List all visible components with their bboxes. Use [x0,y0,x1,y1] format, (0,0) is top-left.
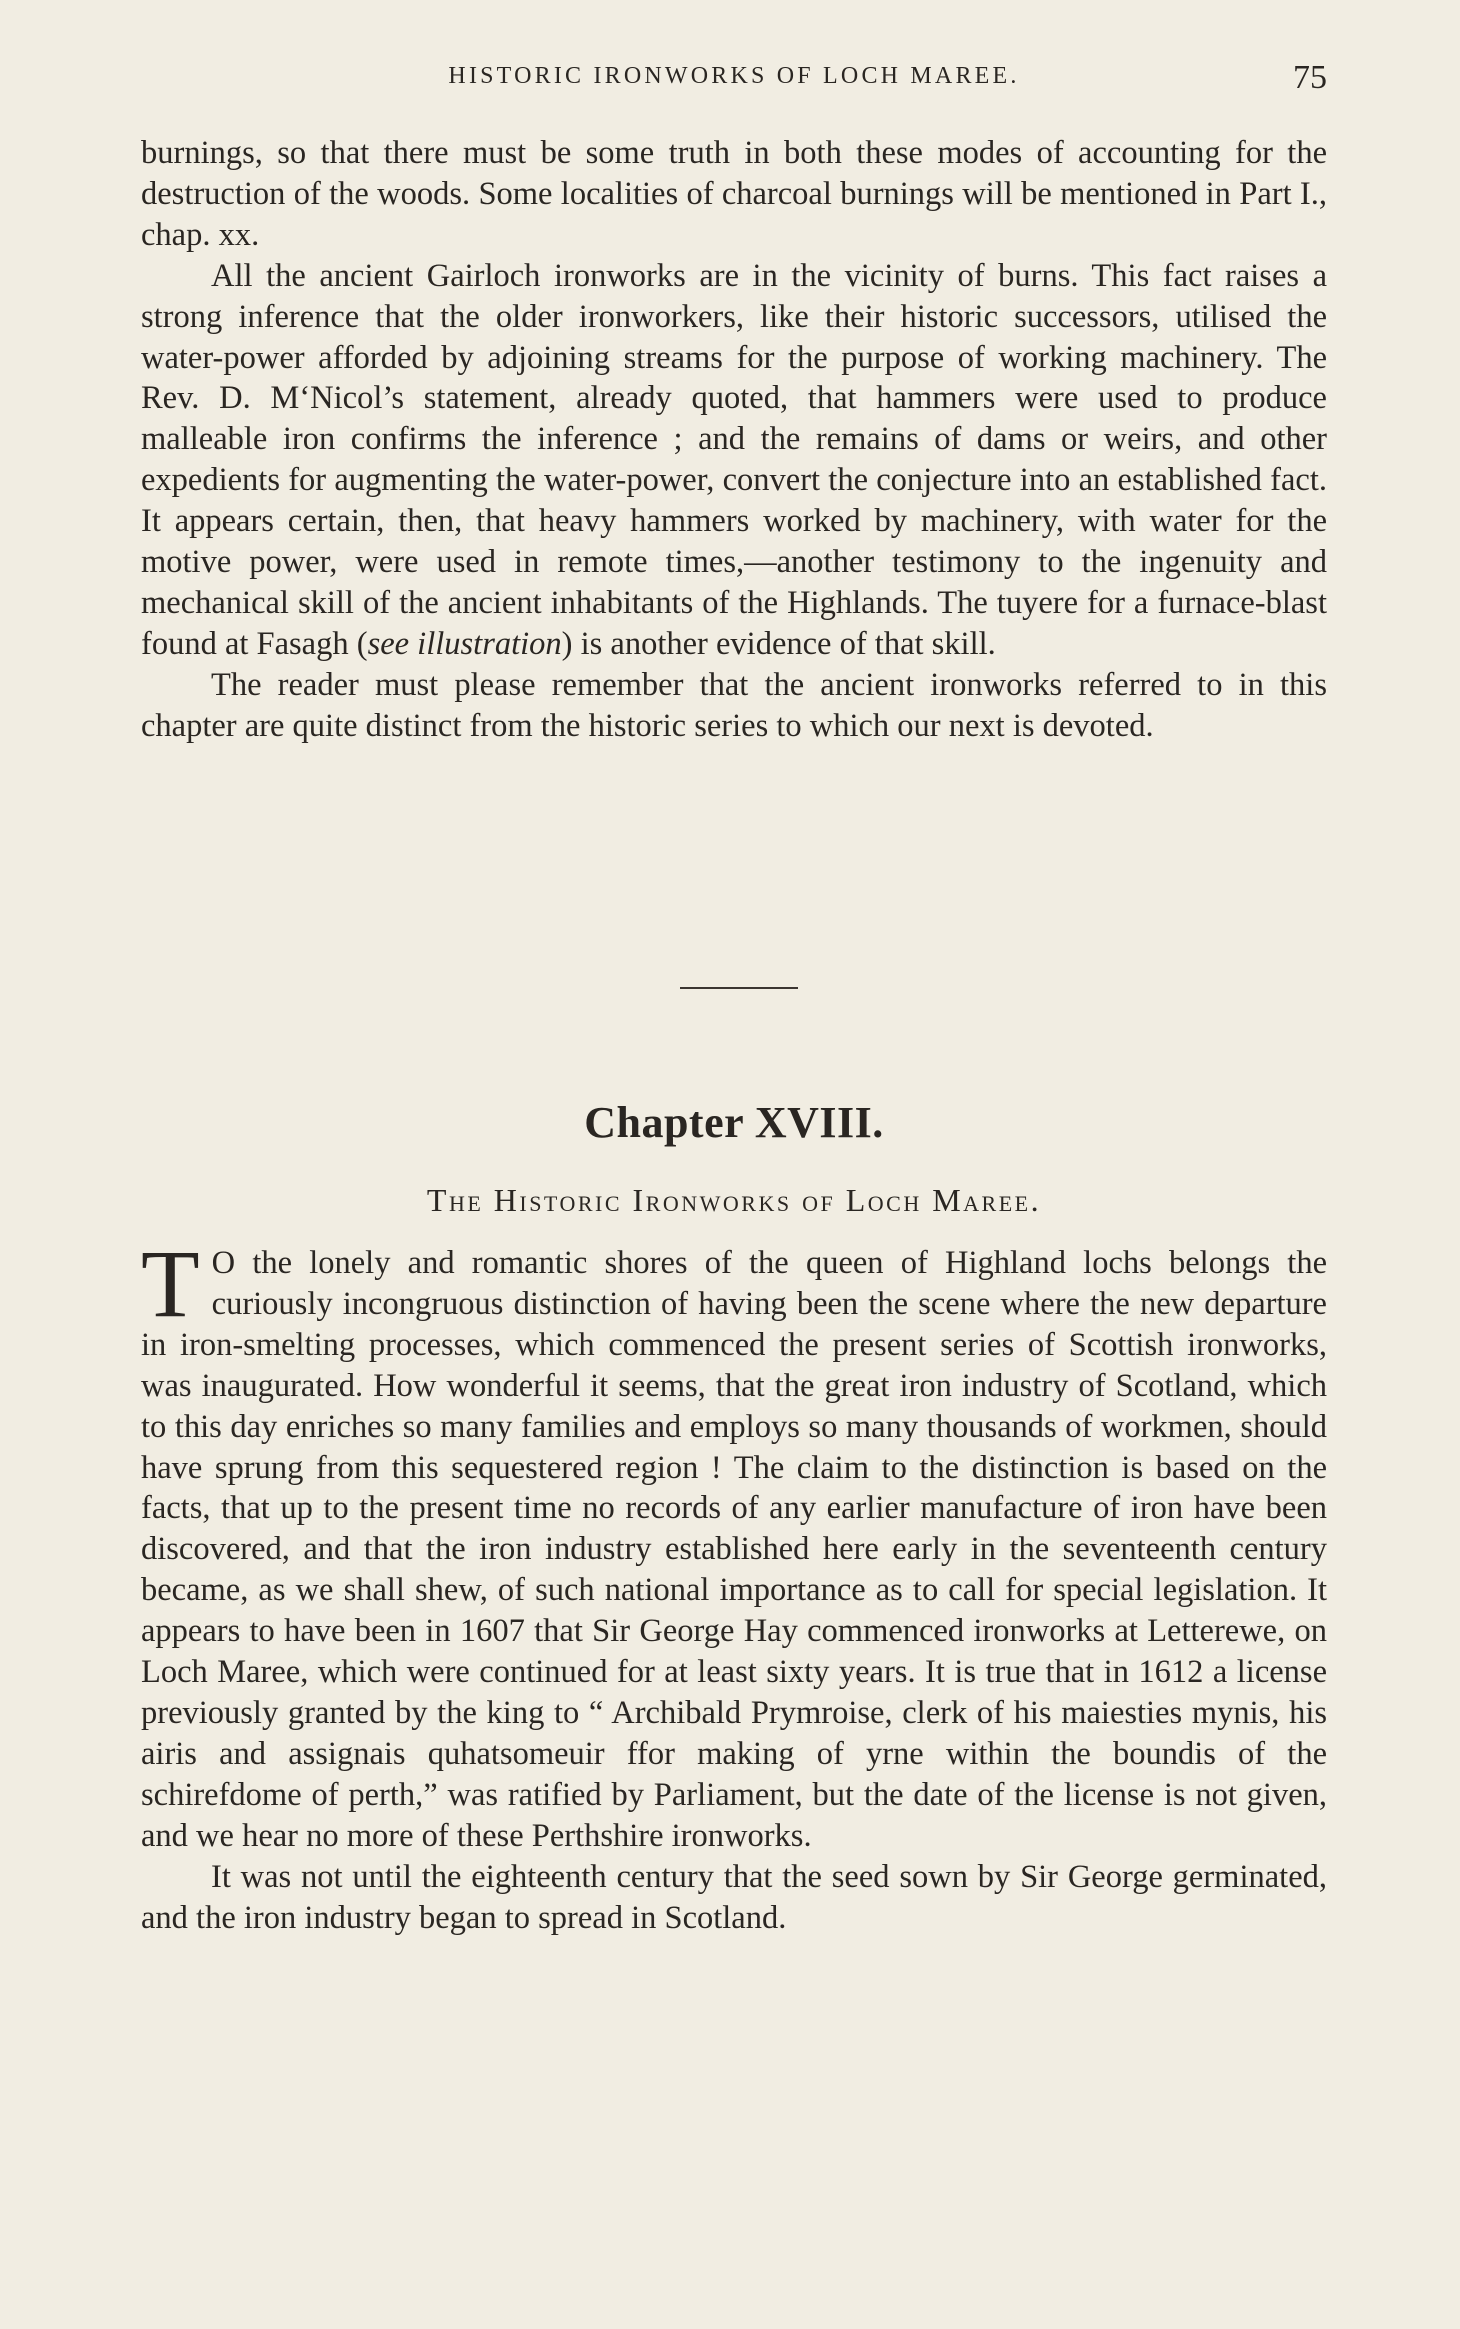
upper-body-text [141,133,1327,747]
drop-cap: T [141,1230,200,1337]
running-head [141,56,1327,106]
lower-body-text [141,1230,1327,1938]
paragraph: It was not until the eighteenth century that the seed sown by Sir George germinated, and the iron industry began to spread in Scotland. [141,1858,1327,1936]
chapter-subtitle: The Historic Ironworks of Loch Maree. [426,1182,1042,1218]
section-divider [680,987,798,989]
paragraph [141,1230,1327,1857]
paragraph-text: ) is another evidence of that skill. [561,625,996,662]
italic-reference: see illustration [367,625,562,662]
chapter-heading: Chapter XVIII. [584,1098,884,1147]
paragraph [141,256,1327,665]
paragraph: burnings, so that there must be some truth in both these modes of accounting for the destruction of the woods. Some localities of charcoal burnings will be mentioned in Part I., chap. xx. [141,135,1327,253]
paragraph: The reader must please remember that the ancient ironworks referred to in this chapter are quite distinct from the historic series to which our next is devoted. [141,666,1327,744]
page-number: 75 [1293,59,1327,96]
paragraph-text: All the ancient Gairloch ironworks are in the vicinity of burns. This fact raises a strong inference that the older ironworkers, like their historic successors, utilised the water-power afforded by adjoining streams for the purpose of working machinery. The Rev. D. M‘Nicol’s statement, already quoted, that hammers were used to produce malleable iron confirms the inference ; and the remains of dams or weirs, and other expedients for augmenting the water-power, convert the conjecture into an established fact. It appears certain, then, that heavy hammers worked by machinery, with water for the motive power, were used in remote times,—another testimony to the ingenuity and mechanical skill of the ancient inhabitants of the Highlands. The tuyere for a furnace-blast found at Fasagh ( [141,257,1327,662]
paragraph-text: O the lonely and romantic shores of the queen of Highland lochs belongs the curiously incongruous distinction of having been the scene where the new departure in iron-smelting processes, which commenced the present series of Scottish ironworks, was inaugurated. How wonderful it seems, that the great iron industry of Scotland, which to this day enriches so many families and employs so many thousands of workmen, should have sprung from this sequestered region ! The claim to the distinction is based on the facts, that up to the present time no records of any earlier manufacture of iron have been discovered, and that the iron industry established here early in the seventeenth century became, as we shall shew, of such national importance as to call for special legislation. It appears to have been in 1607 that Sir George Hay commenced ironworks at Letterewe, on Loch Maree, which were continued for at least sixty years. It is true that in 1612 a license previously granted by the king to “ Archibald Prymroise, clerk of his maiesties mynis, his airis and assignais quhatsomeuir ffor making of yrne within the boundis of the schirefdome of perth,” was ratified by Parliament, but the date of the license is not given, and we hear no more of these Perthshire ironworks. [141,1245,1327,1854]
running-title: HISTORIC IRONWORKS OF LOCH MAREE. [448,63,1020,89]
